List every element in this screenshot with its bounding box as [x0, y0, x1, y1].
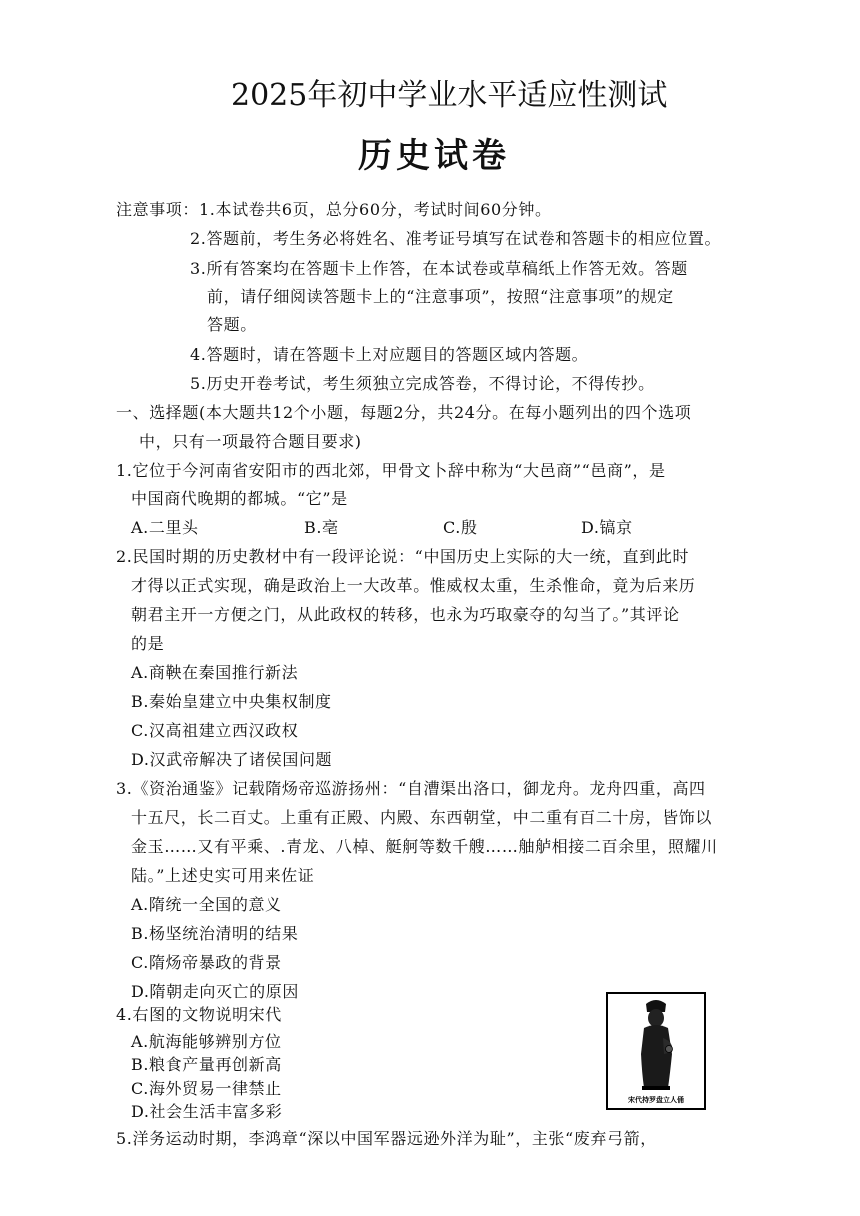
question-2-line1: 2.民国时期的历史教材中有一段评论说：“中国历史上实际的大一统，直到此时 [116, 547, 690, 566]
q1-option-b[interactable]: B.亳 [304, 518, 339, 537]
q2-option-a[interactable]: A.商鞅在秦国推行新法 [131, 663, 299, 682]
section-heading-line1: 一、选择题(本大题共12个小题，每题2分，共24分。在每小题列出的四个选项 [116, 403, 692, 422]
figure-caption: 宋代持罗盘立人俑 [628, 1096, 684, 1104]
question-2-line2: 才得以正式实现，确是政治上一大改革。惟威权太重，生杀惟命，竟为后来历 [131, 576, 696, 595]
q4-option-a[interactable]: A.航海能够辨别方位 [131, 1032, 282, 1051]
note-3-line3: 答题。 [207, 315, 257, 334]
question-1-line1: 1.它位于今河南省安阳市的西北郊，甲骨文卜辞中称为“大邑商”“邑商”，是 [116, 461, 666, 480]
note-3-line1: 3.所有答案均在答题卡上作答，在本试卷或草稿纸上作答无效。答题 [190, 259, 688, 278]
exam-subtitle: 历史试卷 [358, 136, 510, 176]
note-1: 注意事项：1.本试卷共6页，总分60分，考试时间60分钟。 [116, 200, 552, 219]
question-2-line4: 的是 [131, 634, 165, 653]
standing-figure-icon [608, 994, 704, 1108]
q4-option-d[interactable]: D.社会生活丰富多彩 [131, 1102, 283, 1121]
question-4-line1: 4.右图的文物说明宋代 [116, 1005, 282, 1024]
note-5: 5.历史开卷考试，考生须独立完成答卷，不得讨论，不得传抄。 [190, 374, 655, 393]
q4-option-b[interactable]: B.粮食产量再创新高 [131, 1055, 282, 1074]
q3-option-b[interactable]: B.杨坚统治清明的结果 [131, 924, 299, 943]
note-3-line2: 前，请仔细阅读答题卡上的“注意事项”，按照“注意事项”的规定 [207, 287, 674, 306]
question-3-line3: 金玉……又有平乘、.青龙、八棹、艇舸等数千艘……舳舻相接二百余里，照耀川 [131, 837, 718, 856]
q2-option-d[interactable]: D.汉武帝解决了诸侯国问题 [131, 750, 333, 769]
question-3-line4: 陆。”上述史实可用来佐证 [131, 866, 315, 885]
exam-title: 2025年初中学业水平适应性测试 [231, 78, 668, 113]
figurine-image [606, 992, 706, 1110]
note-2: 2.答题前，考生务必将姓名、准考证号填写在试卷和答题卡的相应位置。 [190, 229, 722, 248]
q4-option-c[interactable]: C.海外贸易一律禁止 [131, 1079, 282, 1098]
section-heading-line2: 中，只有一项最符合题目要求) [139, 432, 362, 451]
q3-option-a[interactable]: A.隋统一全国的意义 [131, 895, 282, 914]
question-5-line1: 5.洋务运动时期，李鸿章“深以中国军器远逊外洋为耻”，主张“废弃弓箭， [116, 1129, 657, 1148]
note-4: 4.答题时，请在答题卡上对应题目的答题区域内答题。 [190, 345, 589, 364]
question-2-line3: 朝君主开一方便之门，从此政权的转移，也永为巧取豪夺的勾当了。”其评论 [131, 605, 680, 624]
question-3-line1: 3.《资治通鉴》记载隋炀帝巡游扬州：“自漕渠出洛口，御龙舟。龙舟四重，高四 [116, 779, 706, 798]
q1-option-a[interactable]: A.二里头 [131, 518, 199, 537]
q3-option-d[interactable]: D.隋朝走向灭亡的原因 [131, 982, 299, 1001]
q1-option-c[interactable]: C.殷 [443, 518, 478, 537]
q2-option-b[interactable]: B.秦始皇建立中央集权制度 [131, 692, 332, 711]
q2-option-c[interactable]: C.汉高祖建立西汉政权 [131, 721, 299, 740]
question-1-line2: 中国商代晚期的都城。“它”是 [131, 489, 348, 508]
q1-option-d[interactable]: D.镐京 [581, 518, 633, 537]
question-3-line2: 十五尺，长二百丈。上重有正殿、内殿、东西朝堂，中二重有百二十房，皆饰以 [131, 808, 713, 827]
q3-option-c[interactable]: C.隋炀帝暴政的背景 [131, 953, 282, 972]
